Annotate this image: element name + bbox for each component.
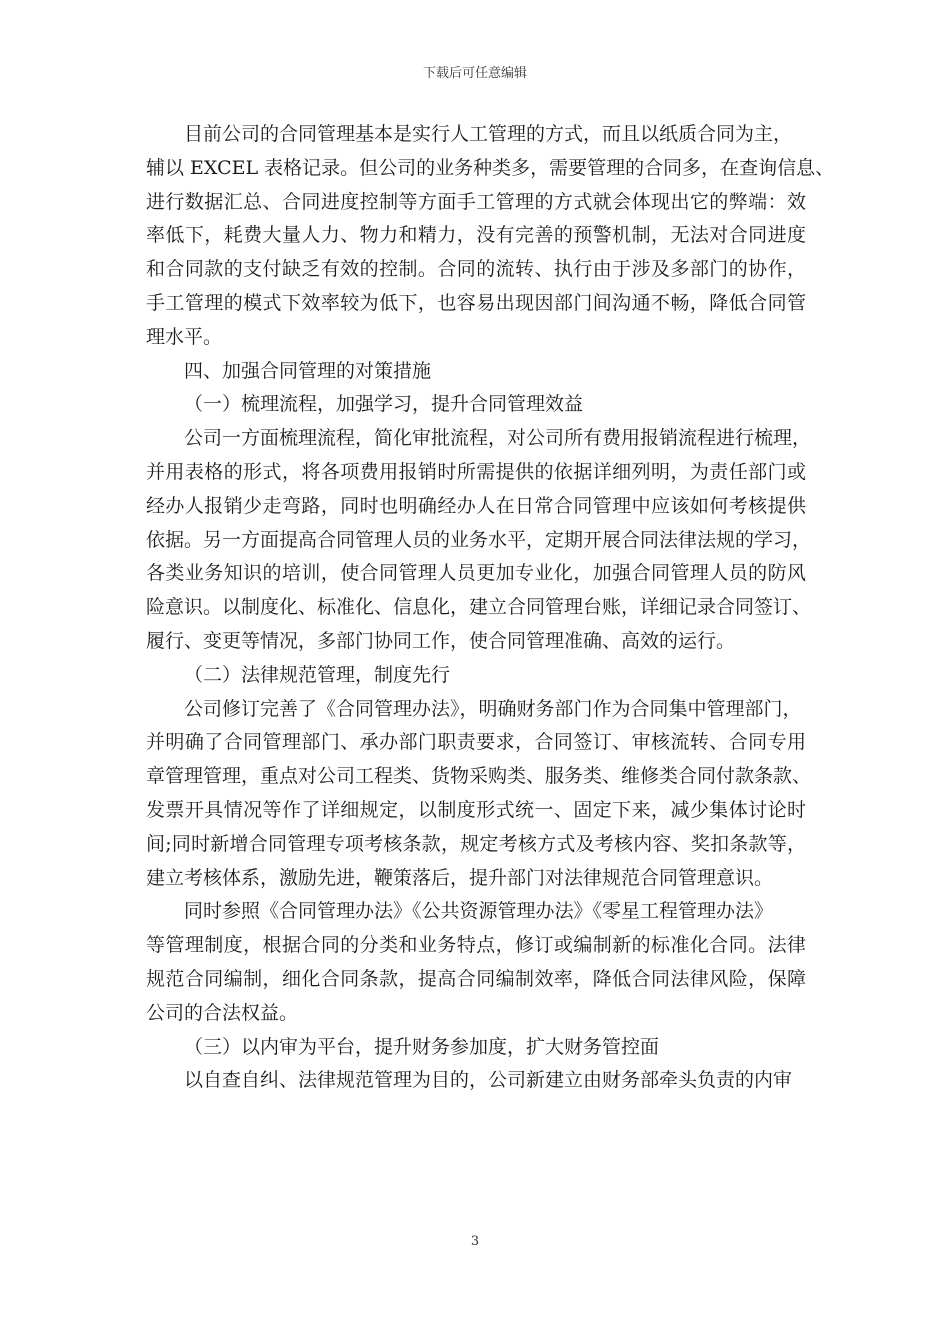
paragraph-line: 手工管理的模式下效率较为低下，也容易出现因部门间沟通不畅，降低合同管 [146, 291, 806, 314]
subsection-heading: （二）法律规范管理，制度先行 [184, 663, 451, 686]
section-heading: 四、加强合同管理的对策措施 [184, 359, 432, 382]
paragraph-line: 建立考核体系，激励先进，鞭策落后，提升部门对法律规范合同管理意识。 [146, 866, 774, 889]
paragraph-line: 章管理管理，重点对公司工程类、货物采购类、服务类、维修类合同付款条款、 [146, 765, 812, 788]
paragraph-line: 公司一方面梳理流程，简化审批流程，对公司所有费用报销流程进行梳理， [184, 427, 812, 450]
paragraph-line: 等管理制度，根据合同的分类和业务特点，修订或编制新的标准化合同。法律 [146, 934, 806, 957]
paragraph-line: 进行数据汇总、合同进度控制等方面手工管理的方式就会体现出它的弊端：效 [146, 190, 806, 213]
paragraph-line: 公司的合法权益。 [146, 1001, 299, 1024]
paragraph-line: 并用表格的形式，将各项费用报销时所需提供的依据详细列明，为责任部门或 [146, 460, 806, 483]
paragraph-line: 险意识。以制度化、标准化、信息化，建立合同管理台账，详细记录合同签订、 [146, 596, 812, 619]
paragraph-line: 以自查自纠、法律规范管理为目的，公司新建立由财务部牵头负责的内审 [184, 1069, 793, 1092]
paragraph-line: 间;同时新增合同管理专项考核条款，规定考核方式及考核内容、奖扣条款等， [146, 832, 806, 855]
subsection-heading: （三）以内审为平台，提升财务参加度，扩大财务管控面 [184, 1035, 660, 1058]
document-body [146, 118, 835, 1098]
paragraph-line: 同时参照《合同管理办法》《公共资源管理办法》《零星工程管理办法》 [184, 900, 774, 923]
paragraph-line: 依据。另一方面提高合同管理人员的业务水平，定期开展合同法律法规的学习， [146, 528, 812, 551]
paragraph-line: 履行、变更等情况，多部门协同工作，使合同管理准确、高效的运行。 [146, 629, 736, 652]
paragraph-line: 发票开具情况等作了详细规定，以制度形式统一、固定下来，减少集体讨论时 [146, 798, 806, 821]
paragraph-line: 目前公司的合同管理基本是实行人工管理的方式，而且以纸质合同为主， [184, 123, 793, 145]
paragraph-line: 各类业务知识的培训，使合同管理人员更加专业化，加强合同管理人员的防风 [146, 562, 806, 585]
paragraph-line: 公司修订完善了《合同管理办法》，明确财务部门作为合同集中管理部门， [184, 697, 802, 720]
paragraph-line: 和合同款的支付缺乏有效的控制。合同的流转、执行由于涉及多部门的协作， [146, 258, 806, 281]
paragraph-line: 并明确了合同管理部门、承办部门职责要求，合同签订、审核流转、合同专用 [146, 731, 806, 754]
page-number: 3 [470, 1234, 480, 1249]
page-header: 下载后可任意编辑 [422, 66, 527, 81]
paragraph-line: 经办人报销少走弯路，同时也明确经办人在日常合同管理中应该如何考核提供 [146, 494, 806, 517]
paragraph-line: 辅以 EXCEL 表格记录。但公司的业务种类多，需要管理的合同多，在查询信息、 [146, 156, 835, 179]
subsection-heading: （一）梳理流程，加强学习，提升合同管理效益 [184, 393, 584, 416]
paragraph-line: 率低下，耗费大量人力、物力和精力，没有完善的预警机制，无法对合同进度 [146, 224, 806, 247]
paragraph-line: 理水平。 [146, 325, 223, 348]
paragraph-line: 规范合同编制，细化合同条款，提高合同编制效率，降低合同法律风险，保障 [146, 967, 806, 990]
